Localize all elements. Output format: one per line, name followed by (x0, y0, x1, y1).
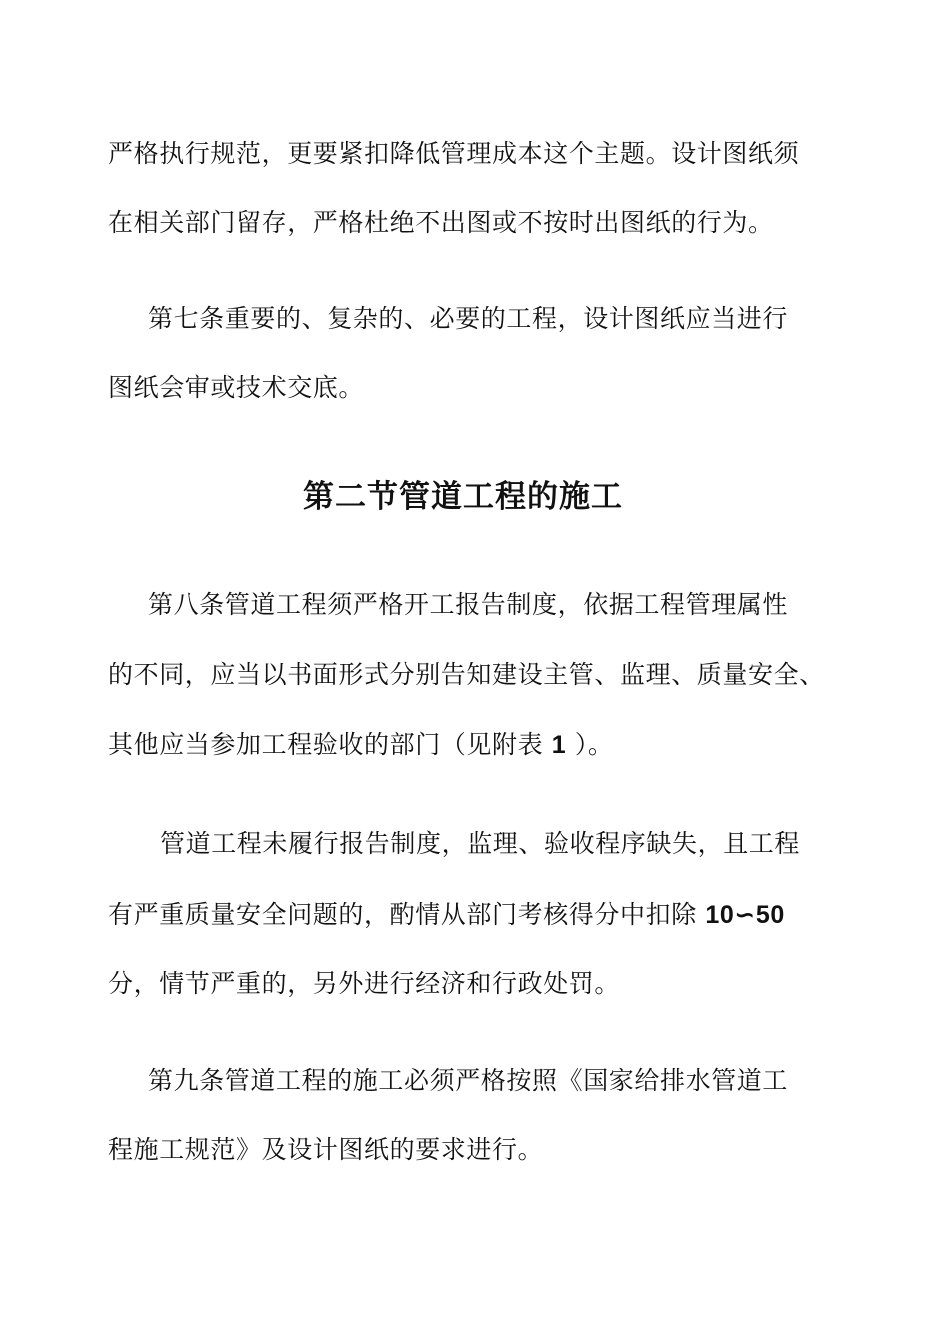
paragraph-5-line-2: 程施工规范》及设计图纸的要求进行。 (108, 1135, 544, 1164)
paragraph-3-line-1: 第八条管道工程须严格开工报告制度，依据工程管理属性 (148, 590, 789, 619)
paragraph-3-line-3-text: 其他应当参加工程验收的部门（见附表 (108, 730, 544, 759)
appendix-table-number: 1 (551, 731, 567, 759)
paragraph-2-line-2: 图纸会审或技术交底。 (108, 373, 365, 402)
paragraph-1-line-1: 严格执行规范，更要紧扣降低管理成本这个主题。设计图纸须 (108, 139, 800, 168)
paragraph-4-line-2-text: 有严重质量安全问题的，酌情从部门考核得分中扣除 (108, 900, 697, 929)
paragraph-1-line-2: 在相关部门留存，严格杜绝不出图或不按时出图纸的行为。 (108, 208, 774, 237)
paragraph-5-line-1: 第九条管道工程的施工必须严格按照《国家给排水管道工 (148, 1066, 789, 1095)
section-heading: 第二节管道工程的施工 (303, 479, 623, 515)
paragraph-3-line-3-end: ）。 (574, 730, 614, 759)
paragraph-4-line-1: 管道工程未履行报告制度，监理、验收程序缺失，且工程 (160, 829, 801, 858)
paragraph-4-line-2 (108, 899, 785, 931)
paragraph-3-line-3 (108, 729, 614, 761)
paragraph-2-line-1: 第七条重要的、复杂的、必要的工程，设计图纸应当进行 (148, 304, 789, 333)
paragraph-4-line-3: 分，情节严重的，另外进行经济和行政处罚。 (108, 969, 621, 998)
paragraph-3-line-2: 的不同，应当以书面形式分别告知建设主管、监理、质量安全、 (108, 660, 825, 689)
deduction-range: 10∽50 (705, 901, 785, 929)
